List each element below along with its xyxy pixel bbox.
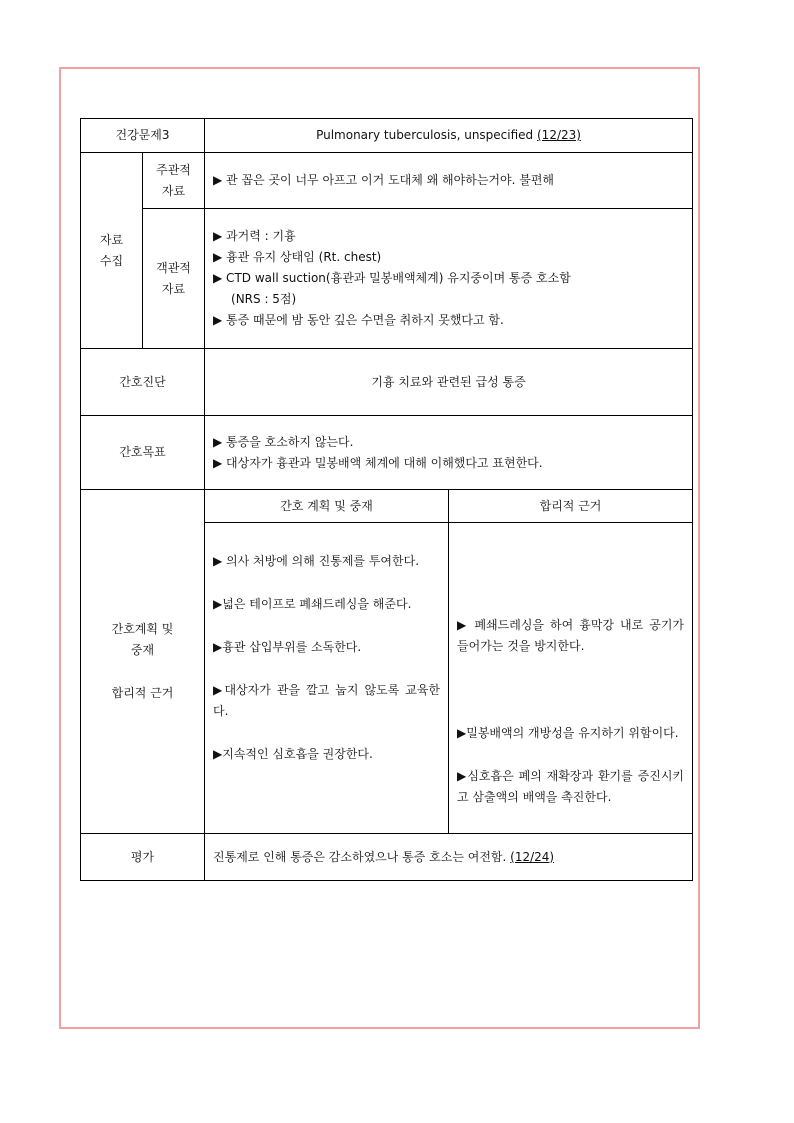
spacer [457, 657, 684, 679]
evaluation-content [205, 834, 693, 881]
rationale-item: ▶ 폐쇄드레싱을 하여 흉막강 내로 공기가 들어가는 것을 방지한다. [457, 618, 685, 653]
rationale-item: ▶밀봉배액의 개방성을 유지하기 위함이다. [457, 726, 679, 740]
plan-header-row [81, 490, 693, 523]
diagnosis-date: (12/23) [537, 128, 581, 142]
goal-item: ▶ 통증을 호소하지 않는다. [213, 434, 354, 449]
evaluation-text: 진통제로 인해 통증은 감소하였으나 통증 호소는 여전함. [213, 849, 507, 864]
spacer [213, 658, 440, 680]
spacer [457, 679, 684, 701]
intervention-item: ▶지속적인 심호흡을 권장한다. [213, 747, 373, 761]
evaluation-label: 평가 [81, 834, 205, 881]
nursing-goal-row [81, 416, 693, 490]
diagnosis-name: Pulmonary tuberculosis, unspecified [316, 128, 534, 142]
spacer [213, 615, 440, 637]
spacer [89, 661, 196, 683]
objective-data-row [81, 209, 693, 349]
rationale-item: ▶심호흡은 폐의 재확장과 환기를 증진시키고 삼출액의 배액을 촉진한다. [457, 769, 685, 804]
subjective-item: ▶ 관 꼽은 곳이 너무 아프고 이거 도대체 왜 해야하는거야. 불편해 [213, 173, 555, 187]
rationale-column-header: 합리적 근거 [449, 490, 693, 523]
nursing-diagnosis-value: 기흉 치료와 관련된 급성 통증 [205, 349, 693, 416]
spacer [457, 744, 684, 766]
intervention-item: ▶넓은 테이프로 폐쇄드레싱을 해준다. [213, 597, 412, 611]
intervention-item: ▶흉관 삽입부위를 소독한다. [213, 640, 362, 654]
objective-data-content [205, 209, 693, 349]
evaluation-row [81, 834, 693, 881]
data-collection-label: 자료 수집 [81, 153, 143, 349]
nursing-goal-content [205, 416, 693, 490]
plan-label-line: 합리적 근거 [111, 686, 174, 700]
intervention-column-header: 간호 계획 및 중재 [205, 490, 449, 523]
spacer [213, 572, 440, 594]
subjective-data-label: 주관적 자료 [143, 153, 205, 209]
subjective-data-row [81, 153, 693, 209]
health-problem-row [81, 119, 693, 153]
rationale-content [449, 523, 693, 834]
objective-item: ▶ 통증 때문에 밤 동안 깊은 수면을 취하지 못했다고 함. [213, 313, 504, 327]
objective-item: (NRS : 5점) [231, 292, 297, 306]
spacer [213, 722, 440, 744]
objective-item: ▶ 흉관 유지 상태임 (Rt. chest) [213, 250, 382, 264]
nursing-care-plan-table [80, 118, 693, 881]
health-problem-label: 건강문제3 [81, 119, 205, 153]
intervention-content [205, 523, 449, 834]
objective-item: ▶ CTD wall suction(흉관과 밀봉배액체계) 유지중이며 통증 호소함 [213, 271, 571, 285]
nursing-diagnosis-label: 간호진단 [81, 349, 205, 416]
nursing-diagnosis-row [81, 349, 693, 416]
nursing-goal-label: 간호목표 [81, 416, 205, 490]
goal-item: ▶ 대상자가 흉관과 밀봉배액 체계에 대해 이해했다고 표현한다. [213, 455, 543, 470]
health-problem-value [205, 119, 693, 153]
plan-label [81, 490, 205, 834]
spacer [457, 701, 684, 723]
intervention-item: ▶대상자가 관을 깔고 눕지 않도록 교육한다. [213, 683, 441, 718]
plan-label-line: 중재 [130, 643, 155, 657]
plan-label-line: 간호계획 및 [111, 622, 174, 636]
intervention-item: ▶ 의사 처방에 의해 진통제를 투여한다. [213, 554, 420, 568]
objective-item: ▶ 과거력 : 기흉 [213, 229, 296, 243]
objective-data-label: 객관적 자료 [143, 209, 205, 349]
subjective-data-content [205, 153, 693, 209]
evaluation-date: (12/24) [510, 849, 555, 864]
